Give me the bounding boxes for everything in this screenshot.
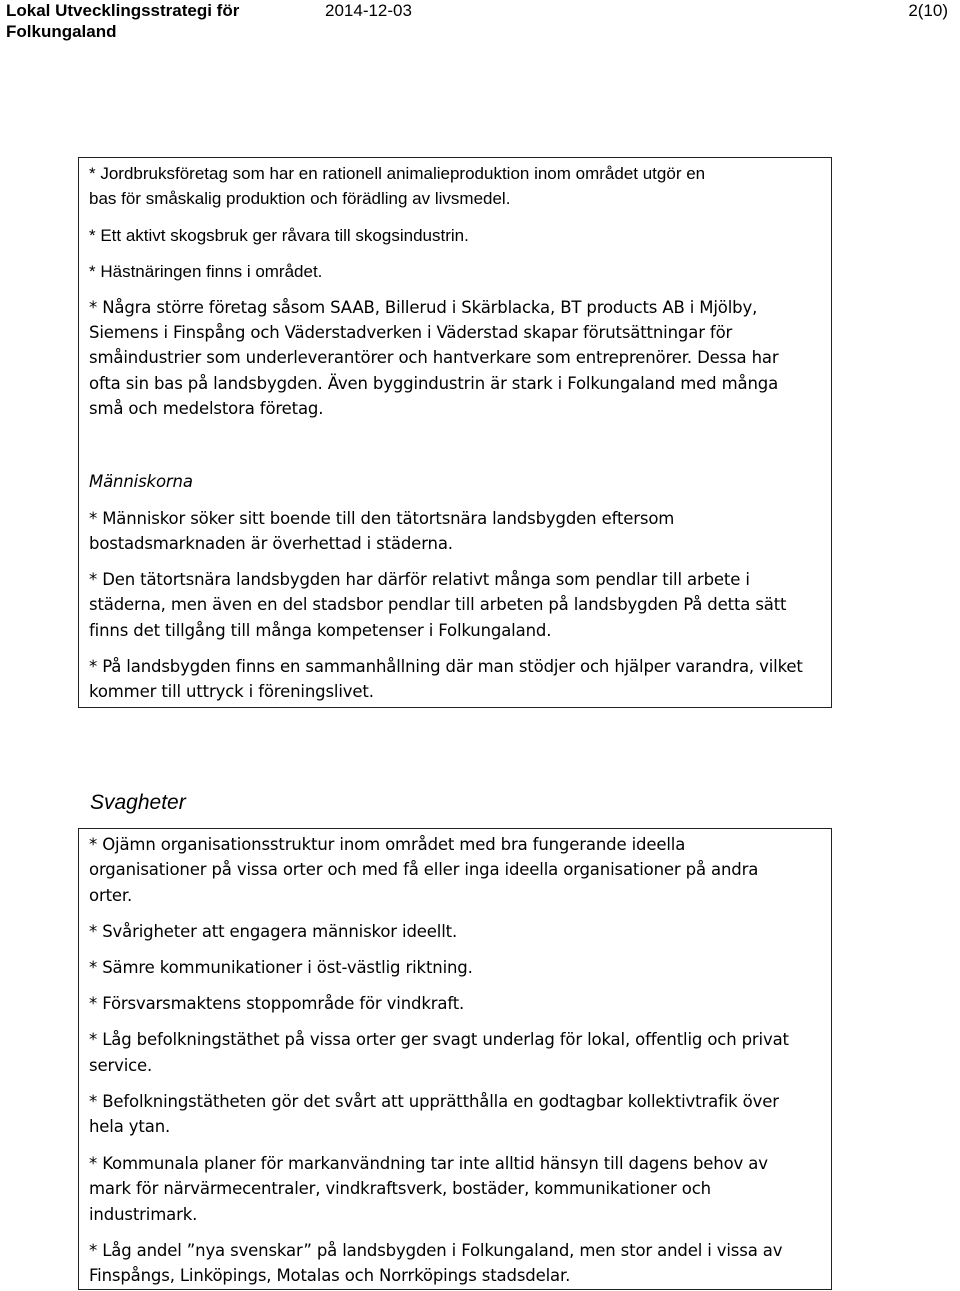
weakness-item-1-line2: organisationer på vissa orter och med få eller inga ideella organisationer på andra: [89, 860, 759, 879]
document-title-line2: Folkungaland: [6, 22, 117, 41]
paragraph-forestry: * Ett aktivt skogsbruk ger råvara till skogsindustrin.: [89, 226, 469, 245]
weakness-item-1-line1: * Ojämn organisationsstruktur inom området med bra fungerande ideella: [89, 835, 686, 854]
weakness-item-1-line3: orter.: [89, 886, 133, 905]
weakness-item-8-line2: Finspångs, Linköpings, Motalas och Norrköpings stadsdelar.: [89, 1266, 571, 1285]
paragraph-people-housing-line2: bostadsmarknaden är överhettad i städerna.: [89, 534, 453, 553]
page-number: 2(10): [908, 1, 948, 20]
paragraph-companies-line2: Siemens i Finspång och Väderstadverken i Väderstad skapar förutsättningar för: [89, 323, 733, 342]
weakness-item-4: * Försvarsmaktens stoppområde för vindkraft.: [89, 994, 465, 1013]
document-date: 2014-12-03: [325, 1, 412, 20]
weakness-item-5-line2: service.: [89, 1056, 153, 1075]
weakness-item-2: * Svårigheter att engagera människor ideellt.: [89, 922, 458, 941]
paragraph-community-line2: kommer till uttryck i föreningslivet.: [89, 682, 374, 701]
weakness-item-3: * Sämre kommunikationer i öst-västlig riktning.: [89, 958, 473, 977]
weakness-item-7-line3: industrimark.: [89, 1205, 198, 1224]
paragraph-community-line1: * På landsbygden finns en sammanhållning där man stödjer och hjälper varandra, vilket: [89, 657, 803, 676]
weakness-item-7-line2: mark för närvärmecentraler, vindkraftsverk, bostäder, kommunikationer och: [89, 1179, 711, 1198]
paragraph-agriculture-line2: bas för småskalig produktion och förädling av livsmedel.: [89, 189, 511, 208]
paragraph-commuting-line1: * Den tätortsnära landsbygden har därför relativt många som pendlar till arbete i: [89, 570, 750, 589]
weakness-item-8-line1: * Låg andel ”nya svenskar” på landsbygden i Folkungaland, men stor andel i vissa av: [89, 1241, 783, 1260]
paragraph-people-housing-line1: * Människor söker sitt boende till den tätortsnära landsbygden eftersom: [89, 509, 675, 528]
document-title: [6, 0, 256, 42]
weakness-item-5-line1: * Låg befolkningstäthet på vissa orter ger svagt underlag för lokal, offentlig och privat: [89, 1030, 789, 1049]
paragraph-companies-line4: ofta sin bas på landsbygden. Även byggindustrin är stark i Folkungaland med många: [89, 374, 779, 393]
paragraph-companies-line1: * Några större företag såsom SAAB, Billerud i Skärblacka, BT products AB i Mjölby,: [89, 298, 758, 317]
section-title-weaknesses: Svagheter: [90, 791, 186, 814]
subheading-people: Människorna: [89, 472, 193, 491]
document-title-line1: Lokal Utvecklingsstrategi för: [6, 1, 240, 20]
paragraph-commuting-line3: finns det tillgång till många kompetenser i Folkungaland.: [89, 621, 552, 640]
paragraph-companies-line5: små och medelstora företag.: [89, 399, 324, 418]
paragraph-companies-line3: småindustrier som underleverantörer och hantverkare som entreprenörer. Dessa har: [89, 348, 779, 367]
weakness-item-7-line1: * Kommunala planer för markanvändning tar inte alltid hänsyn till dagens behov av: [89, 1154, 768, 1173]
weakness-item-6-line2: hela ytan.: [89, 1117, 171, 1136]
paragraph-commuting-line2: städerna, men även en del stadsbor pendlar till arbeten på landsbygden På detta sätt: [89, 595, 787, 614]
weakness-item-6-line1: * Befolkningstätheten gör det svårt att upprätthålla en godtagbar kollektivtrafik över: [89, 1092, 779, 1111]
paragraph-agriculture-line1: * Jordbruksföretag som har en rationell animalieproduktion inom området utgör en: [89, 164, 706, 183]
paragraph-horse-industry: * Hästnäringen finns i området.: [89, 262, 323, 281]
